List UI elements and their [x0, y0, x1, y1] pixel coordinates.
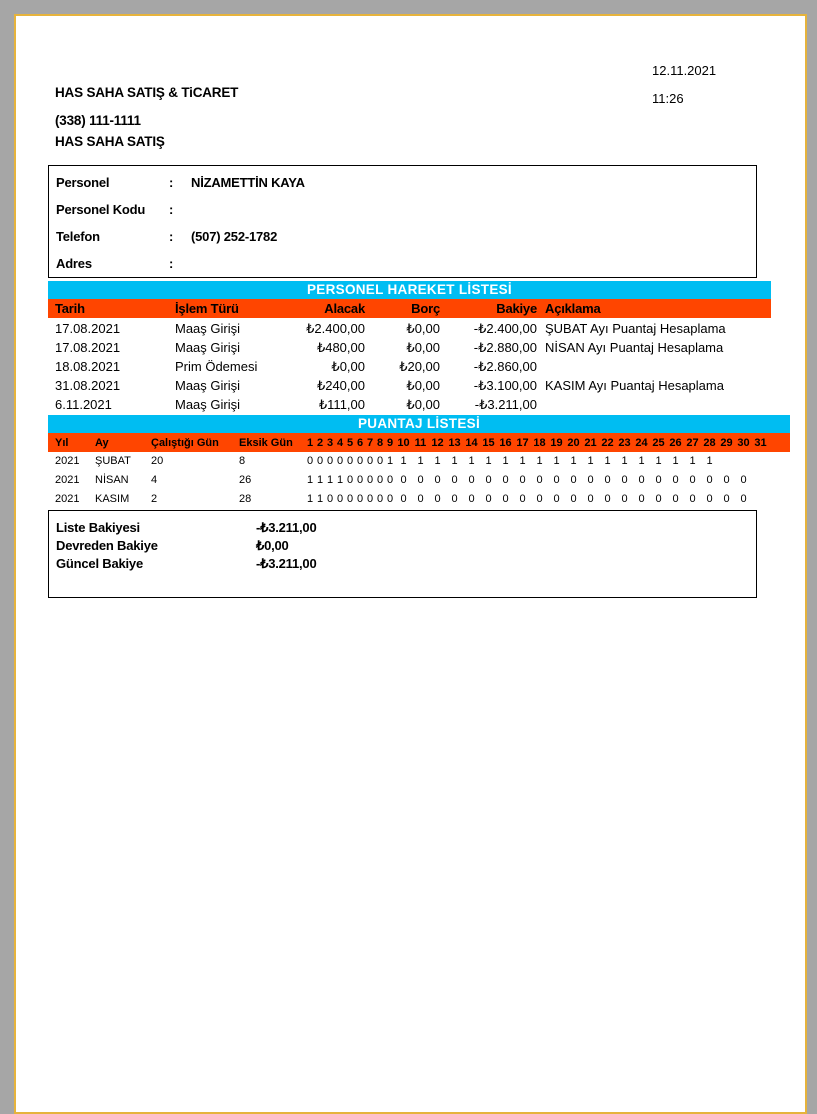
puantaj-day-value: 1 [706, 455, 713, 467]
hareket-cell-alacak: ₺240,00 [316, 378, 365, 393]
puantaj-day-value: 0 [638, 474, 645, 486]
hareket-table-row [48, 319, 771, 338]
hareket-cell-aciklama [537, 357, 771, 376]
puantaj-day-value: 0 [346, 455, 354, 467]
hareket-cell-borc: ₺0,00 [406, 378, 440, 393]
hareket-cell-borc: ₺0,00 [406, 321, 440, 336]
hareket-column-header: Tarih [55, 301, 85, 316]
puantaj-day-value: 0 [740, 493, 747, 505]
hareket-title-bar: PERSONEL HAREKET LİSTESİ [48, 281, 771, 299]
hareket-cell-borc: ₺0,00 [406, 340, 440, 355]
hareket-table [48, 319, 771, 414]
report-page [14, 14, 807, 1114]
puantaj-day-value: 0 [621, 474, 628, 486]
personnel-field-label: Personel Kodu [56, 202, 146, 217]
puantaj-day-value: 1 [451, 455, 458, 467]
puantaj-day-value: 0 [672, 493, 679, 505]
puantaj-day-value: 0 [346, 493, 354, 505]
puantaj-day-value: 1 [386, 455, 394, 467]
hareket-header-row [48, 299, 771, 318]
puantaj-cell-ay: NİSAN [95, 474, 129, 486]
summary-value: -₺3.211,00 [256, 556, 317, 571]
hareket-column-header: Alacak [324, 301, 365, 316]
puantaj-day-header: 13 [448, 436, 461, 449]
puantaj-day-value: 0 [604, 493, 611, 505]
puantaj-day-value: 0 [638, 493, 645, 505]
puantaj-day-header: 1 [306, 436, 314, 449]
personnel-field-label: Telefon [56, 229, 100, 244]
puantaj-day-value: 1 [655, 455, 662, 467]
hareket-table-row [48, 395, 771, 414]
puantaj-day-value: 0 [485, 474, 492, 486]
hareket-cell-tarih: 31.08.2021 [55, 378, 121, 393]
puantaj-day-value: 0 [553, 474, 560, 486]
puantaj-day-value: 0 [326, 493, 334, 505]
summary-value: -₺3.211,00 [256, 520, 317, 535]
puantaj-day-header: 11 [414, 436, 427, 449]
puantaj-day-header: 5 [346, 436, 354, 449]
puantaj-day-header: 9 [386, 436, 394, 449]
company-header [55, 86, 238, 148]
puantaj-day-value: 0 [356, 455, 364, 467]
puantaj-day-value: 0 [386, 493, 394, 505]
summary-label: Güncel Bakiye [56, 556, 143, 571]
puantaj-day-value: 1 [604, 455, 611, 467]
hareket-cell-alacak: ₺2.400,00 [306, 321, 365, 336]
puantaj-day-value: 1 [400, 455, 407, 467]
puantaj-day-value: 1 [502, 455, 509, 467]
puantaj-day-value: 0 [706, 493, 713, 505]
hareket-cell-islem: Maaş Girişi [175, 321, 241, 336]
puantaj-day-value: 0 [587, 493, 594, 505]
puantaj-day-value: 0 [306, 455, 314, 467]
puantaj-day-header: 28 [703, 436, 716, 449]
puantaj-day-value: 1 [672, 455, 679, 467]
puantaj-day-value: 1 [570, 455, 577, 467]
personnel-row [49, 223, 756, 250]
puantaj-day-header: 22 [601, 436, 614, 449]
puantaj-day-value: 0 [621, 493, 628, 505]
puantaj-day-header: 31 [754, 436, 767, 449]
hareket-cell-islem: Maaş Girişi [175, 378, 241, 393]
puantaj-day-value: 0 [417, 493, 424, 505]
puantaj-day-header: 20 [567, 436, 580, 449]
puantaj-day-header: 26 [669, 436, 682, 449]
hareket-column-header: İşlem Türü [175, 301, 239, 316]
hareket-cell-aciklama [537, 395, 771, 414]
personnel-row [49, 196, 756, 223]
puantaj-day-value: 1 [326, 474, 334, 486]
puantaj-header-row [48, 433, 790, 452]
puantaj-day-value: 0 [366, 493, 374, 505]
hareket-column-header: Bakiye [496, 301, 537, 316]
puantaj-cell-calistigi: 2 [151, 493, 158, 505]
summary-value: ₺0,00 [256, 538, 289, 553]
puantaj-day-value: 0 [468, 493, 475, 505]
puantaj-day-value: 0 [553, 493, 560, 505]
puantaj-day-value: 1 [536, 455, 543, 467]
company-branch: HAS SAHA SATIŞ [55, 134, 165, 149]
hareket-cell-alacak: ₺480,00 [316, 340, 365, 355]
report-date: 12.11.2021 [652, 63, 717, 78]
hareket-cell-bakiye: -₺2.400,00 [473, 321, 537, 336]
puantaj-day-value: 0 [376, 455, 384, 467]
puantaj-day-header: 12 [431, 436, 444, 449]
puantaj-day-value: 0 [386, 474, 394, 486]
puantaj-cell-yil: 2021 [55, 474, 80, 486]
puantaj-day-value: 0 [434, 474, 441, 486]
puantaj-day-value: 0 [689, 493, 696, 505]
puantaj-day-value: 0 [316, 455, 324, 467]
puantaj-day-header: 24 [635, 436, 648, 449]
personnel-field-label: Personel [56, 175, 110, 190]
puantaj-day-value: 0 [366, 455, 374, 467]
company-phone: (338) 111-1111 [55, 113, 141, 128]
puantaj-day-header: 3 [326, 436, 334, 449]
hareket-cell-borc: ₺20,00 [399, 359, 440, 374]
puantaj-day-value: 0 [672, 474, 679, 486]
summary-row [49, 555, 756, 573]
hareket-cell-alacak: ₺0,00 [331, 359, 365, 374]
puantaj-day-value: 0 [655, 493, 662, 505]
puantaj-day-value: 0 [400, 474, 407, 486]
puantaj-day-value: 1 [638, 455, 645, 467]
puantaj-cell-calistigi: 4 [151, 474, 158, 486]
puantaj-day-value: 0 [570, 493, 577, 505]
puantaj-day-value: 1 [689, 455, 696, 467]
company-name: HAS SAHA SATIŞ & TiCARET [55, 85, 239, 100]
puantaj-day-value: 0 [346, 474, 354, 486]
puantaj-day-value: 0 [366, 474, 374, 486]
puantaj-day-value: 1 [621, 455, 628, 467]
puantaj-table-row [48, 490, 790, 509]
puantaj-day-header: 27 [686, 436, 699, 449]
puantaj-day-value: 1 [519, 455, 526, 467]
puantaj-day-value: 1 [316, 474, 324, 486]
puantaj-day-value: 0 [451, 474, 458, 486]
puantaj-day-header: 6 [356, 436, 364, 449]
hareket-cell-tarih: 17.08.2021 [55, 340, 121, 355]
puantaj-day-value: 0 [706, 474, 713, 486]
puantaj-cell-eksik: 26 [239, 474, 252, 486]
report-datetime [652, 64, 716, 106]
puantaj-day-value: 0 [434, 493, 441, 505]
personnel-separator: : [169, 229, 174, 244]
puantaj-day-header: 21 [584, 436, 597, 449]
puantaj-day-header: 29 [720, 436, 733, 449]
puantaj-day-value: 0 [451, 493, 458, 505]
puantaj-day-value: 0 [740, 474, 747, 486]
hareket-cell-tarih: 6.11.2021 [55, 397, 112, 412]
puantaj-column-header: Yıl [55, 436, 69, 449]
hareket-cell-islem: Prim Ödemesi [175, 359, 258, 374]
puantaj-cell-eksik: 28 [239, 493, 252, 505]
personnel-separator: : [169, 256, 174, 271]
puantaj-day-header: 15 [482, 436, 495, 449]
puantaj-day-value: 1 [336, 474, 344, 486]
hareket-cell-aciklama: KASIM Ayı Puantaj Hesaplama [545, 378, 724, 393]
summary-label: Liste Bakiyesi [56, 520, 140, 535]
puantaj-title-bar: PUANTAJ LİSTESİ [48, 415, 790, 433]
puantaj-day-value: 0 [689, 474, 696, 486]
puantaj-table-row [48, 452, 790, 471]
puantaj-day-value: 1 [417, 455, 424, 467]
personnel-field-label: Adres [56, 256, 92, 271]
hareket-cell-aciklama: NİSAN Ayı Puantaj Hesaplama [545, 340, 724, 355]
summary-box [48, 510, 757, 598]
puantaj-day-value: 0 [356, 474, 364, 486]
personnel-field-value: (507) 252-1782 [191, 229, 278, 244]
puantaj-day-value: 0 [587, 474, 594, 486]
puantaj-day-header: 7 [366, 436, 374, 449]
personnel-separator: : [169, 202, 174, 217]
hareket-cell-islem: Maaş Girişi [175, 397, 241, 412]
personnel-info-box [48, 165, 757, 278]
puantaj-day-value: 0 [570, 474, 577, 486]
puantaj-day-header: 14 [465, 436, 478, 449]
hareket-cell-bakiye: -₺2.860,00 [473, 359, 537, 374]
hareket-cell-bakiye: -₺3.211,00 [474, 397, 537, 412]
puantaj-day-value: 1 [306, 493, 314, 505]
puantaj-day-value: 0 [400, 493, 407, 505]
hareket-cell-tarih: 17.08.2021 [55, 321, 121, 336]
personnel-row [49, 169, 756, 196]
hareket-cell-tarih: 18.08.2021 [55, 359, 121, 374]
puantaj-day-header: 8 [376, 436, 384, 449]
puantaj-day-value: 0 [519, 493, 526, 505]
puantaj-day-header: 30 [737, 436, 750, 449]
summary-row [49, 519, 756, 537]
puantaj-column-header: Ay [95, 436, 109, 449]
puantaj-day-value: 1 [306, 474, 314, 486]
personnel-separator: : [169, 175, 174, 190]
puantaj-day-value: 0 [604, 474, 611, 486]
puantaj-day-header: 10 [397, 436, 410, 449]
puantaj-day-value: 0 [655, 474, 662, 486]
puantaj-day-value: 0 [485, 493, 492, 505]
puantaj-day-value: 0 [417, 474, 424, 486]
puantaj-cell-calistigi: 20 [151, 455, 164, 467]
hareket-table-row [48, 338, 771, 357]
personnel-row [49, 250, 756, 277]
hareket-cell-islem: Maaş Girişi [175, 340, 241, 355]
puantaj-day-value: 1 [485, 455, 492, 467]
puantaj-table [48, 452, 790, 509]
hareket-table-row [48, 376, 771, 395]
puantaj-column-header: Çalıştığı Gün [151, 436, 219, 449]
puantaj-day-value: 1 [468, 455, 475, 467]
hareket-table-row [48, 357, 771, 376]
report-time: 11:26 [652, 91, 684, 106]
hareket-column-header: Borç [411, 301, 440, 316]
puantaj-day-header: 19 [550, 436, 563, 449]
summary-label: Devreden Bakiye [56, 538, 158, 553]
hareket-cell-borc: ₺0,00 [406, 397, 440, 412]
puantaj-cell-yil: 2021 [55, 455, 80, 467]
puantaj-day-value: 1 [553, 455, 560, 467]
puantaj-day-value: 0 [468, 474, 475, 486]
puantaj-day-header: 25 [652, 436, 665, 449]
puantaj-day-value: 0 [536, 474, 543, 486]
puantaj-day-header: 18 [533, 436, 546, 449]
puantaj-day-value: 0 [723, 493, 730, 505]
puantaj-day-value: 1 [587, 455, 594, 467]
puantaj-day-value: 0 [723, 474, 730, 486]
puantaj-day-value: 0 [536, 493, 543, 505]
hareket-cell-bakiye: -₺2.880,00 [473, 340, 537, 355]
hareket-cell-aciklama: ŞUBAT Ayı Puantaj Hesaplama [545, 321, 726, 336]
puantaj-day-value: 0 [336, 493, 344, 505]
puantaj-day-value: 1 [434, 455, 441, 467]
hareket-cell-bakiye: -₺3.100,00 [473, 378, 537, 393]
puantaj-day-value: 0 [519, 474, 526, 486]
puantaj-day-header: 23 [618, 436, 631, 449]
puantaj-day-header: 2 [316, 436, 324, 449]
summary-row [49, 537, 756, 555]
puantaj-day-value: 0 [376, 493, 384, 505]
puantaj-cell-ay: ŞUBAT [95, 455, 131, 467]
puantaj-cell-yil: 2021 [55, 493, 80, 505]
hareket-column-header: Açıklama [545, 301, 601, 316]
personnel-field-value: NİZAMETTİN KAYA [191, 175, 305, 190]
puantaj-day-value: 0 [376, 474, 384, 486]
puantaj-cell-ay: KASIM [95, 493, 130, 505]
puantaj-day-value: 0 [502, 493, 509, 505]
puantaj-cell-eksik: 8 [239, 455, 246, 467]
puantaj-day-value: 1 [316, 493, 324, 505]
puantaj-day-value: 0 [336, 455, 344, 467]
puantaj-day-value: 0 [502, 474, 509, 486]
puantaj-day-header: 4 [336, 436, 344, 449]
puantaj-column-header: Eksik Gün [239, 436, 293, 449]
puantaj-day-header: 16 [499, 436, 512, 449]
puantaj-day-header: 17 [516, 436, 529, 449]
puantaj-table-row [48, 471, 790, 490]
hareket-cell-alacak: ₺111,00 [318, 397, 365, 412]
puantaj-day-value: 0 [356, 493, 364, 505]
puantaj-day-value: 0 [326, 455, 334, 467]
